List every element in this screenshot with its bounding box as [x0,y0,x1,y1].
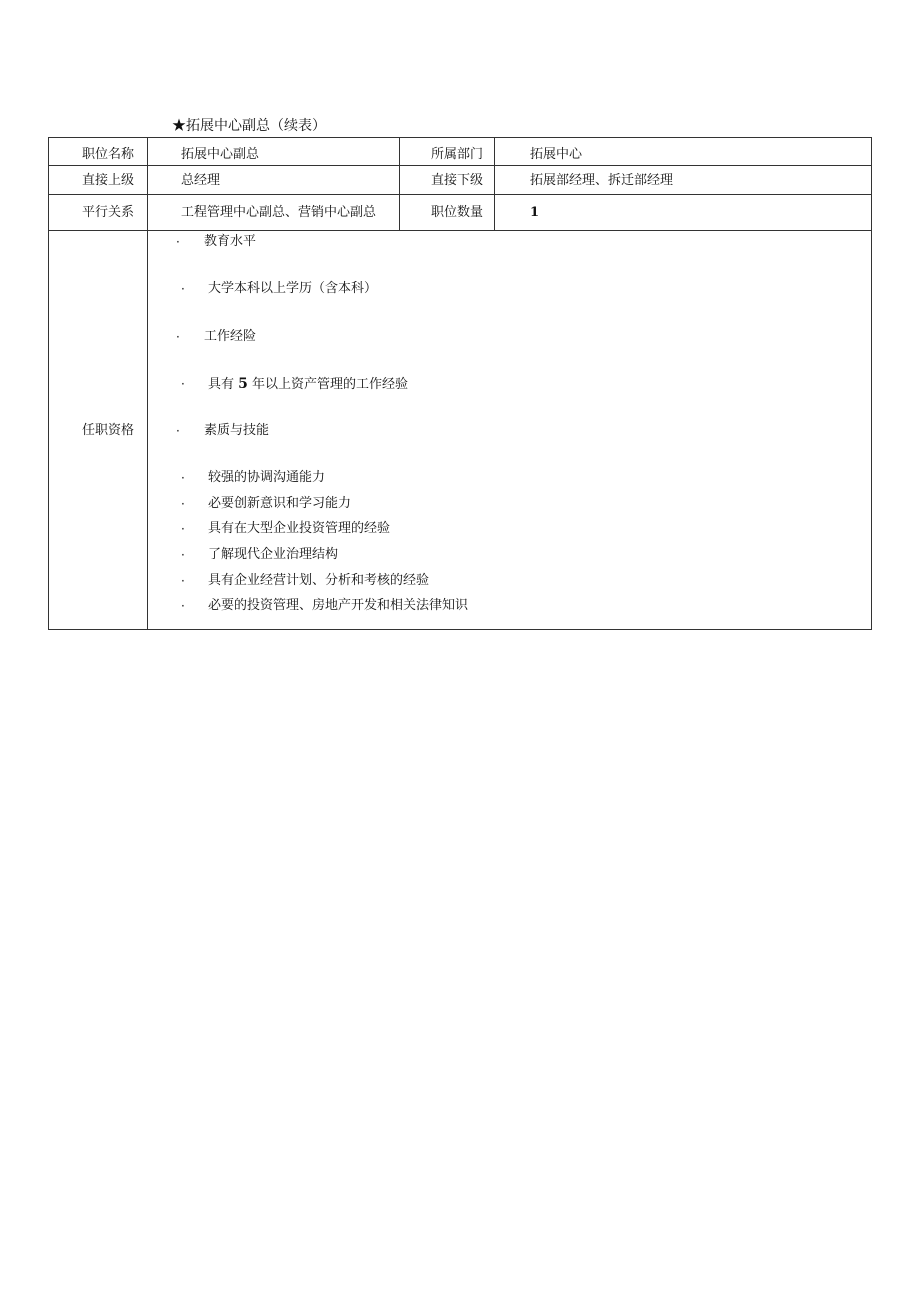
label-qualifications: 任职资格 [82,423,135,438]
education-item: 大学本科以上学历（含本科） [208,281,378,296]
label-department: 所属部门 [431,147,484,162]
skills-item: 了解现代企业治理结构 [208,547,339,562]
label-position-name: 职位名称 [82,147,135,162]
skills-item: 具有在大型企业投资管理的经验 [208,521,391,536]
bullet: · [181,282,185,296]
value-parallel-relation: 工程管理中心副总、营销中心副总 [181,205,377,220]
row-divider [49,165,871,166]
job-description-table [48,137,872,630]
bullet: · [176,424,180,438]
skills-item: 必要的投资管理、房地产开发和相关法律知识 [208,598,469,613]
skills-item: 具有企业经营计划、分析和考核的经验 [208,573,430,588]
skills-item: 必要创新意识和学习能力 [208,496,352,511]
experience-prefix: 具有 [208,377,235,392]
value-department: 拓展中心 [530,147,583,162]
bullet: · [181,471,185,485]
bullet: · [181,497,185,511]
value-position-count: 1 [530,205,540,220]
value-direct-superior: 总经理 [181,173,221,188]
bullet: · [181,377,185,391]
bullet: · [181,522,185,536]
column-divider [494,138,495,230]
experience-years: 5 [238,376,248,392]
bullet: · [181,574,185,588]
column-divider [147,138,148,629]
skills-heading: 素质与技能 [204,423,270,438]
label-position-count: 职位数量 [431,205,484,220]
label-direct-subordinate: 直接下级 [431,173,484,188]
experience-heading: 工作经险 [204,329,257,344]
row-divider [49,230,871,231]
experience-item [208,376,408,393]
column-divider [399,138,400,230]
row-divider [49,194,871,195]
table-title: ★拓展中心副总（续表） [172,118,326,134]
bullet: · [181,599,185,613]
experience-suffix: 年以上资产管理的工作经验 [252,377,409,392]
bullet: · [181,548,185,562]
skills-item: 较强的协调沟通能力 [208,470,326,485]
bullet: · [176,330,180,344]
label-parallel-relation: 平行关系 [82,205,135,220]
value-direct-subordinate: 拓展部经理、拆迁部经理 [530,173,674,188]
bullet: · [176,235,180,249]
label-direct-superior: 直接上级 [82,173,135,188]
education-heading: 教育水平 [204,234,257,249]
value-position-name: 拓展中心副总 [181,147,260,162]
